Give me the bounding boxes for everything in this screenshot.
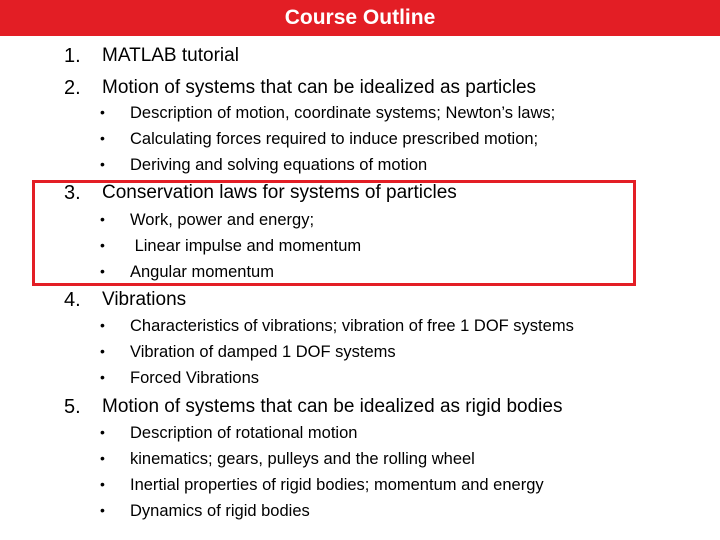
outline-number: 5. xyxy=(64,396,81,418)
outline-number: 4. xyxy=(64,289,81,311)
title-bar xyxy=(0,0,720,36)
list-item-text: Deriving and solving equations of motion xyxy=(130,156,428,174)
list-item-text: Vibration of damped 1 DOF systems xyxy=(130,343,396,361)
list-item-text: Work, power and energy; xyxy=(130,211,315,229)
list-item-text: Description of motion, coordinate systems; Newton’s laws; xyxy=(130,104,556,122)
bullet-icon: • xyxy=(100,211,105,227)
list-item-text: kinematics; gears, pulleys and the rolling wheel xyxy=(130,450,475,468)
list-item-text: Dynamics of rigid bodies xyxy=(130,502,310,520)
list-item-text: Characteristics of vibrations; vibration of free 1 DOF systems xyxy=(130,317,574,335)
bullet-icon: • xyxy=(100,343,105,359)
list-item-text: Angular momentum xyxy=(130,263,274,281)
page-title: Course Outline xyxy=(284,6,436,29)
bullet-icon: • xyxy=(100,237,105,253)
outline-heading: MATLAB tutorial xyxy=(102,45,239,66)
bullet-icon: • xyxy=(100,450,105,466)
bullet-icon: • xyxy=(100,317,105,333)
list-item-text: Calculating forces required to induce prescribed motion; xyxy=(130,130,539,148)
bullet-icon: • xyxy=(100,502,105,518)
bullet-icon: • xyxy=(100,104,105,120)
outline-heading: Motion of systems that can be idealized as rigid bodies xyxy=(102,396,563,417)
list-item-text: Forced Vibrations xyxy=(130,369,260,387)
bullet-icon: • xyxy=(100,130,105,146)
outline-heading: Motion of systems that can be idealized as particles xyxy=(102,77,537,98)
bullet-icon: • xyxy=(100,156,105,172)
list-item-text: Linear impulse and momentum xyxy=(130,237,362,255)
outline-number: 3. xyxy=(64,182,81,204)
bullet-icon: • xyxy=(100,476,105,492)
outline-number: 1. xyxy=(64,45,81,67)
bullet-icon: • xyxy=(100,369,105,385)
list-item-text: Description of rotational motion xyxy=(130,424,358,442)
bullet-icon: • xyxy=(100,263,105,279)
outline-number: 2. xyxy=(64,77,81,99)
list-item-text: Inertial properties of rigid bodies; momentum and energy xyxy=(130,476,544,494)
outline-heading: Conservation laws for systems of particles xyxy=(102,182,457,203)
outline-heading: Vibrations xyxy=(102,289,187,310)
bullet-icon: • xyxy=(100,424,105,440)
